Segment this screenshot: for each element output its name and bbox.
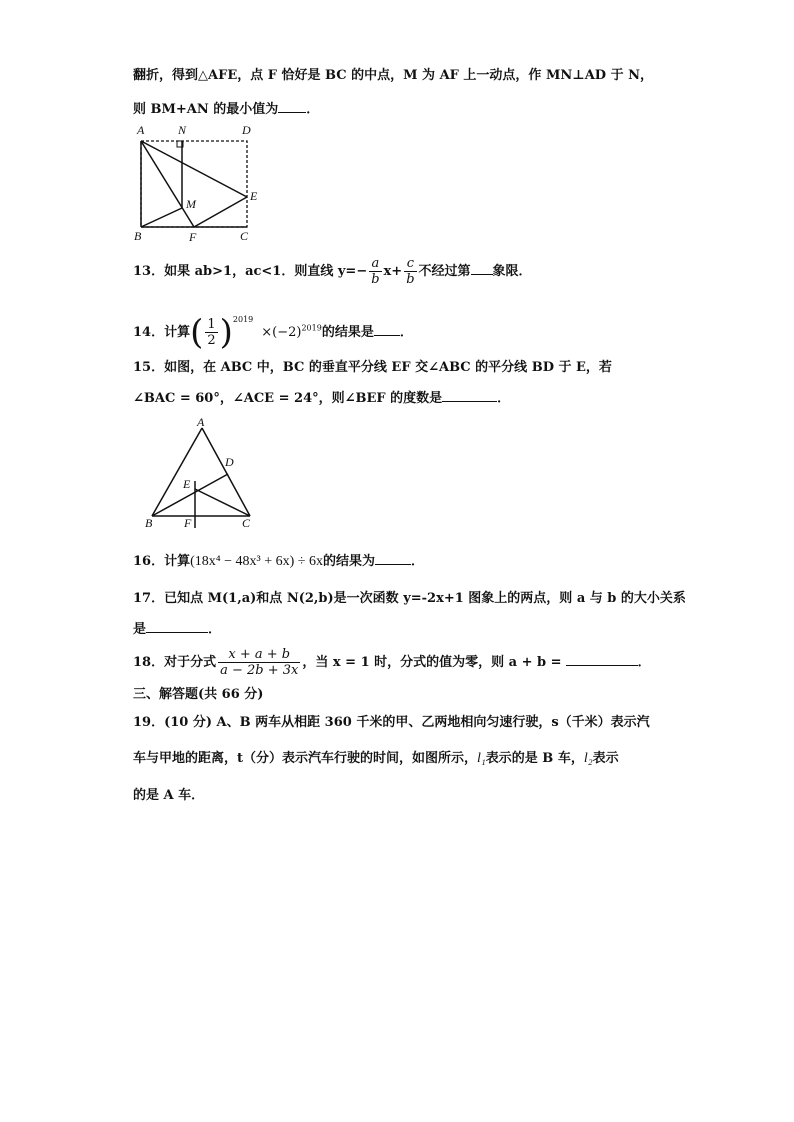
seg-fe <box>194 197 247 227</box>
q14-text-pre: 14．计算 <box>133 325 191 340</box>
q15-line2 <box>133 389 510 408</box>
label-c: C <box>240 229 249 243</box>
q14-text-end: ． <box>399 325 413 340</box>
q18-text-end: ． <box>637 655 651 670</box>
label-e: E <box>183 477 191 491</box>
label-n: N <box>178 123 187 137</box>
figure-triangle <box>142 414 262 532</box>
q16-text-post: 的结果为 <box>322 554 375 569</box>
answer-blank <box>375 552 411 565</box>
figure-rectangle <box>134 122 264 244</box>
q18 <box>133 645 651 681</box>
q14 <box>133 300 413 353</box>
q15-line1: 15．如图，在 ABC 中，BC 的垂直平分线 EF 交∠ABC 的平分线 BD 于 E，若 <box>133 360 612 375</box>
answer-blank <box>374 323 400 336</box>
answer-blank <box>146 620 208 633</box>
q16-text-pre: 16．计算 <box>133 554 191 569</box>
q13-text-end: 象限． <box>492 264 532 279</box>
q19-text-c: 表示 <box>592 751 619 766</box>
q12-end: ． <box>306 102 320 117</box>
fraction-a-over-b <box>369 256 381 287</box>
symbol-l1: l₁ <box>477 751 486 766</box>
answer-blank <box>278 100 306 113</box>
fraction-den: b <box>406 272 415 287</box>
section-heading: 三、解答题(共 66 分) <box>133 687 264 702</box>
q18-text-pre: 18．对于分式 <box>133 655 217 670</box>
answer-blank <box>566 653 638 666</box>
q17-line2 <box>133 620 221 639</box>
q12-text: 则 BM+AN 的最小值为 <box>133 102 279 117</box>
q16-expression: (18x⁴ − 48x³ + 6x) ÷ 6x <box>190 554 323 569</box>
label-f: F <box>189 230 197 244</box>
q13 <box>133 255 532 289</box>
answer-blank <box>442 389 497 402</box>
q17-line1: 17．已知点 M(1,a)和点 N(2,b)是一次函数 y=-2x+1 图象上的两点，则 a 与 b 的大小关系 <box>133 591 686 606</box>
q13-text-mid: x+ <box>383 264 403 279</box>
q19-text-a: 车与甲地的距离，t（分）表示汽车行驶的时间，如图所示， <box>133 751 478 766</box>
paren-open: ( <box>190 312 204 353</box>
q17-end: ． <box>208 622 222 637</box>
label-b: B <box>145 516 153 530</box>
label-d: D <box>225 455 234 469</box>
fraction-num: 1 <box>207 317 216 332</box>
label-a: A <box>197 415 205 429</box>
q19-text-b: 表示的是 B 车， <box>485 751 584 766</box>
symbol-l2: l₂ <box>583 751 593 766</box>
label-f: F <box>184 516 192 530</box>
q15-end: ． <box>497 391 511 406</box>
q13-text-pre: 13．如果 ab>1，ac<1．则直线 y=− <box>133 264 368 279</box>
q19-line3: 的是 A 车． <box>133 788 205 803</box>
q18-text-mid: ，当 x = 1 时，分式的值为零，则 a + b = <box>302 655 562 670</box>
fraction-num: a <box>369 256 381 272</box>
label-e: E <box>250 189 258 203</box>
fraction-num: c <box>404 256 416 272</box>
exponent-1: 2019 <box>232 315 254 324</box>
fraction-half <box>205 317 217 348</box>
q15-text: ∠BAC = 60°，∠ACE = 24°，则∠BEF 的度数是 <box>133 391 443 406</box>
fraction-den: b <box>371 272 380 287</box>
exponent-2: 2019 <box>301 323 322 333</box>
seg-ec <box>195 489 250 516</box>
q19-line1: 19．(10 分) A、B 两车从相距 360 千米的甲、乙两地相向匀速行驶，s（千米）表示汽 <box>133 715 650 730</box>
fraction-num: x + a + b <box>218 647 300 663</box>
q14-times: ×(−2) <box>261 325 302 340</box>
q16 <box>133 552 424 571</box>
rect-dashed <box>141 141 247 227</box>
fraction-c-over-b <box>404 256 416 287</box>
q12-line2 <box>133 100 319 119</box>
seg-bm <box>141 208 182 227</box>
label-b: B <box>134 229 142 243</box>
seg-ae <box>141 141 247 197</box>
q19-line2 <box>133 750 619 768</box>
answer-blank <box>471 262 493 275</box>
fraction-expression <box>218 647 300 678</box>
label-a: A <box>137 123 145 137</box>
label-d: D <box>242 123 251 137</box>
side-ac <box>202 428 250 516</box>
label-c: C <box>242 516 251 530</box>
fraction-den: a − 2b + 3x <box>220 663 299 678</box>
q13-text-post: 不经过第 <box>418 264 471 279</box>
q12-line1: 翻折，得到△AFE，点 F 恰好是 BC 的中点，M 为 AF 上一动点，作 MN⊥AD 于 N， <box>133 68 653 83</box>
q14-text-post: 的结果是 <box>321 325 374 340</box>
paren-close: ) <box>219 312 233 353</box>
label-m: M <box>186 197 196 211</box>
fraction-den: 2 <box>207 333 216 348</box>
q16-text-end: ． <box>411 554 425 569</box>
q17-text: 是 <box>133 622 147 637</box>
